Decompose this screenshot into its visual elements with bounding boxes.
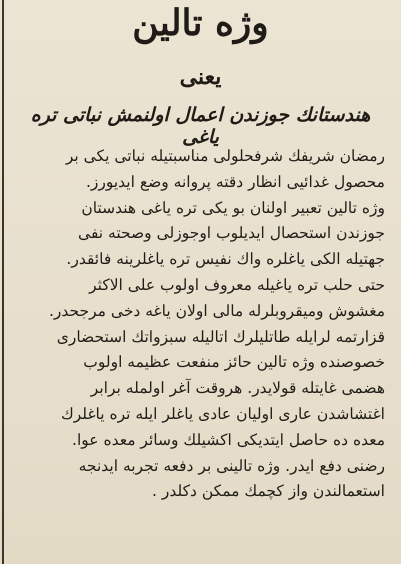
body-line: حتى حلب تره ياغيله معروف اولوب على الاكثر bbox=[89, 275, 385, 294]
body-line: رمضان شريفك شرفحلولى مناسبتيله نباتى يكى بر bbox=[65, 147, 385, 165]
body-line: قزارتمه لرايله طاتليلرك اتاليله سبزواتك استحضارى bbox=[56, 327, 385, 346]
body-line: وژه تالين تعبير اولنان بو يكى تره ياغى هندستان bbox=[81, 198, 385, 217]
advertisement-body bbox=[14, 144, 385, 505]
advertisement-subtitle: يعنى bbox=[179, 64, 222, 90]
paragraph-2 bbox=[14, 273, 385, 505]
body-line: مغشوش وميقروبلرله مالى اولان ياغه دخى مرجحدر. bbox=[49, 301, 385, 320]
advertisement-title: وژه تالين bbox=[132, 2, 269, 44]
body-line: جهتيله الكى ياغلره واك نفيس تره ياغلرينه فائقدر. bbox=[66, 250, 385, 269]
body-line: رضنى دفع ايدر. وژه تالينى بر دفعه تجربه ايدنجه bbox=[78, 456, 385, 475]
body-line: محصول غدائيى انظار دقته پروانه وضع ايديورز. bbox=[85, 172, 385, 191]
body-line: جوزندن استحصال ايديلوب اوجوزلى وصحته نفى bbox=[78, 224, 385, 243]
advertisement-heading: هندستانك جوزندن اعمال اولنمش نباتى تره ياغى bbox=[30, 104, 371, 148]
body-line: اغتشاشدن عارى اوليان عادى ياغلر ايله تره ياغلرك bbox=[60, 404, 385, 423]
paragraph-1 bbox=[14, 144, 385, 273]
body-line: خصوصنده وژه تالين حائز منفعت عظيمه اولوب bbox=[83, 353, 385, 372]
body-line: هضمى غايتله قولايدر. هروقت آغر اولمله برابر bbox=[90, 379, 385, 398]
body-line: استعمالندن واز كچمك ممكن دكلدر . bbox=[152, 482, 385, 501]
body-line: معده ده حاصل ايتديكى اكشيلك وسائر معده عوا. bbox=[72, 430, 385, 449]
